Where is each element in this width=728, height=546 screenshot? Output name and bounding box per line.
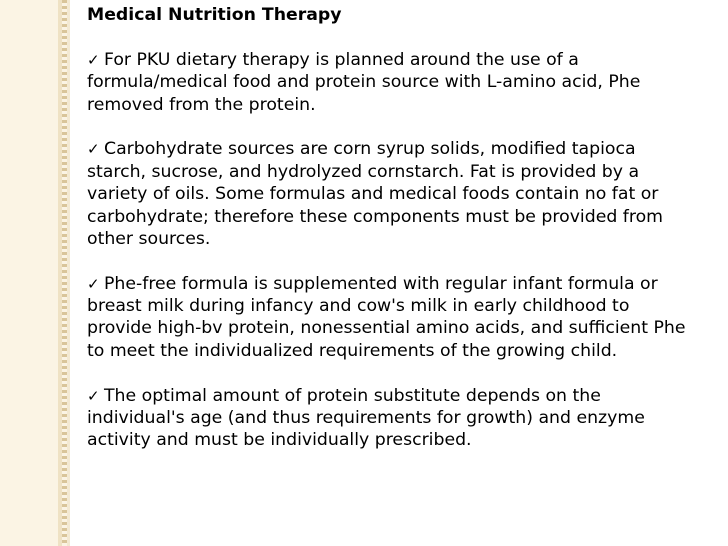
bullet-line: starch, sucrose, and hydrolyzed cornstarch. Fat is provided by a — [87, 161, 640, 182]
bullet-line: individual's age (and thus requirements for growth) and enzyme — [87, 408, 645, 429]
bullet-line: provide high-bv protein, nonessential amino acids, and sufficient Phe — [87, 318, 686, 339]
bullet-item — [87, 138, 717, 250]
slide-content — [87, 4, 717, 452]
bullet-line-first — [87, 273, 717, 295]
spacer — [87, 250, 717, 272]
bullet-text: For PKU dietary therapy is planned around the use of a — [104, 49, 579, 70]
checkmark-icon: ✓ — [87, 50, 100, 69]
bullet-line: other sources. — [87, 228, 211, 249]
bullet-line: to meet the individualized requirements of the growing child. — [87, 340, 618, 361]
bullet-line-first — [87, 385, 717, 407]
bullet-line: variety of oils. Some formulas and medical foods contain no fat or — [87, 184, 659, 205]
bullet-line: breast milk during infancy and cow's milk in early childhood to — [87, 296, 630, 317]
bullet-item — [87, 385, 717, 452]
spacer — [87, 362, 717, 384]
spacer — [87, 116, 717, 138]
checkmark-icon: ✓ — [87, 274, 100, 293]
bullet-text: The optimal amount of protein substitute depends on the — [104, 385, 601, 406]
bullet-line: removed from the protein. — [87, 94, 316, 115]
slide-border-inner-stripe — [67, 0, 70, 546]
checkmark-icon: ✓ — [87, 386, 100, 405]
bullet-item — [87, 273, 717, 363]
checkmark-icon: ✓ — [87, 140, 100, 159]
slide-title: Medical Nutrition Therapy — [87, 5, 342, 25]
bullet-item — [87, 49, 717, 116]
slide-left-border — [0, 0, 58, 546]
spacer — [87, 26, 717, 48]
bullet-line-first — [87, 49, 717, 71]
bullet-line: formula/medical food and protein source with L-amino acid, Phe — [87, 72, 641, 93]
bullet-text: Carbohydrate sources are corn syrup solids, modified tapioca — [104, 139, 636, 160]
bullet-text: Phe-free formula is supplemented with regular infant formula or — [104, 273, 658, 294]
bullet-line: carbohydrate; therefore these components must be provided from — [87, 206, 664, 227]
bullet-line-first — [87, 138, 717, 160]
bullet-line: activity and must be individually prescribed. — [87, 430, 472, 451]
